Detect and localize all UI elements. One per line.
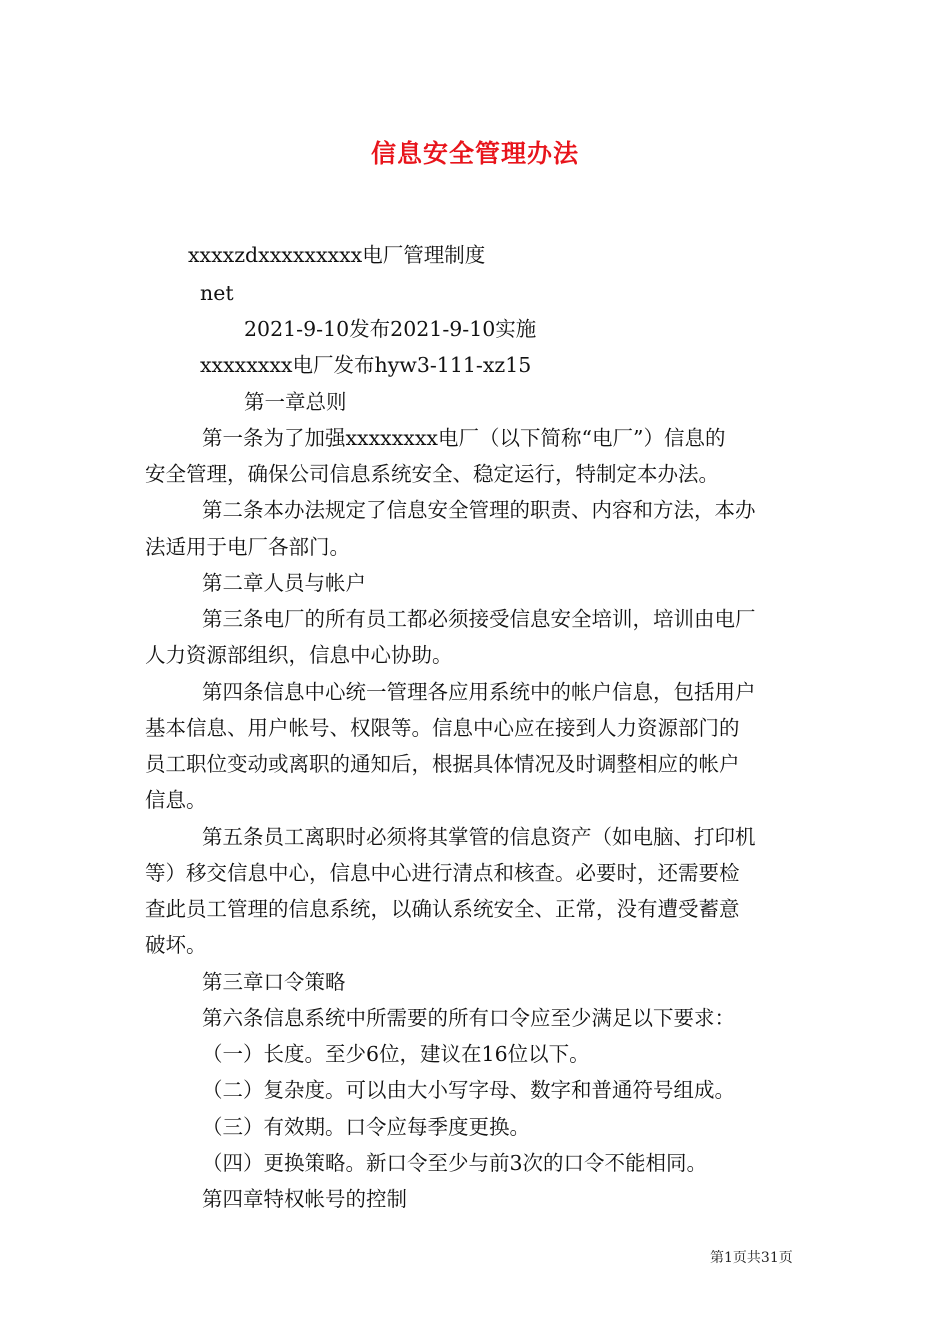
article4-line3: 员工职位变动或离职的通知后，根据具体情况及时调整相应的帐户 xyxy=(145,752,740,776)
meta-net: net xyxy=(200,281,234,305)
article2-line2: 法适用于电厂各部门。 xyxy=(145,535,350,559)
article4-line1: 第四条信息中心统一管理各应用系统中的帐户信息，包括用户 xyxy=(202,680,756,704)
article5-line2: 等）移交信息中心，信息中心进行清点和核查。必要时，还需要检 xyxy=(145,861,740,885)
requirement-item-1: （一）长度。至少6位，建议在16位以下。 xyxy=(202,1042,590,1066)
meta-dates: 2021-9-10发布2021-9-10实施 xyxy=(244,317,537,341)
meta-system: xxxxzdxxxxxxxxx电厂管理制度 xyxy=(188,243,486,267)
article4-line4: 信息。 xyxy=(145,788,207,812)
article1-line2: 安全管理，确保公司信息系统安全、稳定运行，特制定本办法。 xyxy=(145,462,719,486)
article5-line3: 查此员工管理的信息系统，以确认系统安全、正常，没有遭受蓄意 xyxy=(145,897,740,921)
document-title: 信息安全管理办法 xyxy=(370,139,579,168)
meta-issuer: xxxxxxxx电厂发布hyw3-111-xz15 xyxy=(200,353,532,377)
chapter3-heading: 第三章口令策略 xyxy=(202,970,346,994)
page-number: 第1页共31页 xyxy=(710,1250,793,1266)
chapter4-heading: 第四章特权帐号的控制 xyxy=(202,1187,407,1211)
article3-line2: 人力资源部组织，信息中心协助。 xyxy=(145,643,453,667)
requirement-item-2: （二）复杂度。可以由大小写字母、数字和普通符号组成。 xyxy=(202,1078,735,1102)
article2-line1: 第二条本办法规定了信息安全管理的职责、内容和方法，本办 xyxy=(202,498,756,522)
article3-line1: 第三条电厂的所有员工都必须接受信息安全培训，培训由电厂 xyxy=(202,607,756,631)
requirement-item-4: （四）更换策略。新口令至少与前3次的口令不能相同。 xyxy=(202,1151,708,1175)
article1-line1: 第一条为了加强xxxxxxxx电厂（以下简称“电厂”）信息的 xyxy=(202,426,726,450)
article6: 第六条信息系统中所需要的所有口令应至少满足以下要求： xyxy=(202,1006,735,1030)
article5-line1: 第五条员工离职时必须将其掌管的信息资产（如电脑、打印机 xyxy=(202,825,756,849)
requirement-item-3: （三）有效期。口令应每季度更换。 xyxy=(202,1115,530,1139)
chapter1-heading: 第一章总则 xyxy=(244,390,347,414)
article4-line2: 基本信息、用户帐号、权限等。信息中心应在接到人力资源部门的 xyxy=(145,716,740,740)
article5-line4: 破坏。 xyxy=(145,933,207,957)
chapter2-heading: 第二章人员与帐户 xyxy=(202,571,366,595)
